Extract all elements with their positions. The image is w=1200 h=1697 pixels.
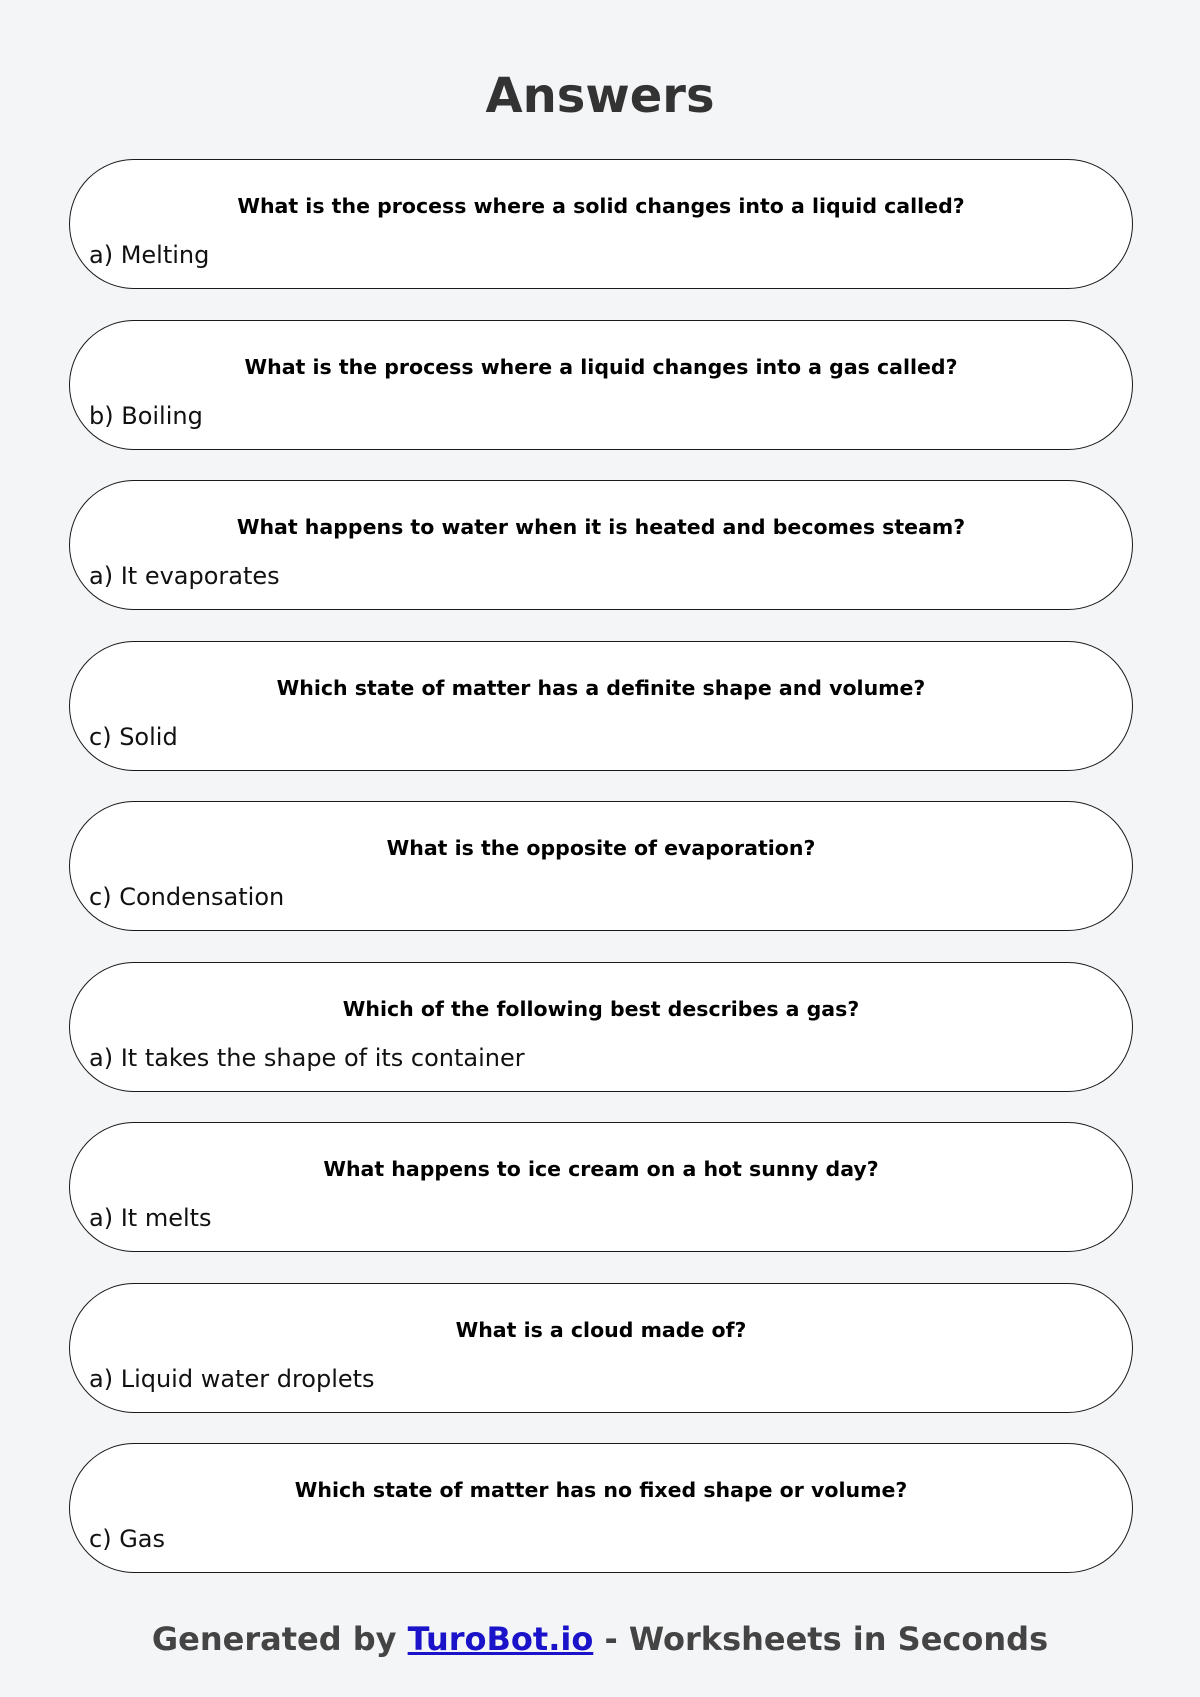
- answer-list: [69, 159, 1133, 1604]
- answer-text: c) Condensation: [89, 883, 285, 911]
- footer: [0, 1619, 1200, 1659]
- question-text: What is the process where a liquid changes into a gas called?: [244, 354, 958, 379]
- answer-card: [69, 1443, 1133, 1573]
- answer-text: a) Melting: [89, 241, 210, 269]
- answer-text: c) Gas: [89, 1525, 165, 1553]
- answer-text: b) Boiling: [89, 401, 203, 430]
- answer-card: [69, 962, 1133, 1092]
- answer-card: [69, 641, 1133, 771]
- answer-card: [69, 159, 1133, 289]
- footer-prefix: Generated by: [151, 1620, 408, 1658]
- answer-text: a) It takes the shape of its container: [89, 1043, 525, 1072]
- answer-card: [69, 1283, 1133, 1413]
- turobot-link[interactable]: TuroBot.io: [407, 1620, 594, 1658]
- question-text: Which of the following best describes a gas?: [342, 996, 860, 1021]
- question-text: Which state of matter has no fixed shape or volume?: [294, 1478, 908, 1502]
- question-text: What is the opposite of evaporation?: [386, 836, 816, 860]
- answer-card: [69, 801, 1133, 931]
- answer-card: [69, 480, 1133, 610]
- question-text: What happens to water when it is heated and becomes steam?: [236, 515, 966, 539]
- answer-text: a) It melts: [89, 1204, 212, 1232]
- answer-text: a) It evaporates: [89, 562, 280, 590]
- answer-text: c) Solid: [89, 722, 178, 751]
- question-text: What happens to ice cream on a hot sunny day?: [323, 1157, 879, 1181]
- answer-text: a) Liquid water droplets: [89, 1364, 375, 1393]
- question-text: What is the process where a solid changes into a liquid called?: [237, 194, 965, 218]
- footer-suffix: - Worksheets in Seconds: [593, 1620, 1049, 1658]
- answer-card: [69, 1122, 1133, 1252]
- answer-card: [69, 320, 1133, 450]
- question-text: What is a cloud made of?: [455, 1317, 747, 1342]
- page-title: Answers: [485, 68, 715, 124]
- question-text: Which state of matter has a definite shape and volume?: [276, 675, 926, 700]
